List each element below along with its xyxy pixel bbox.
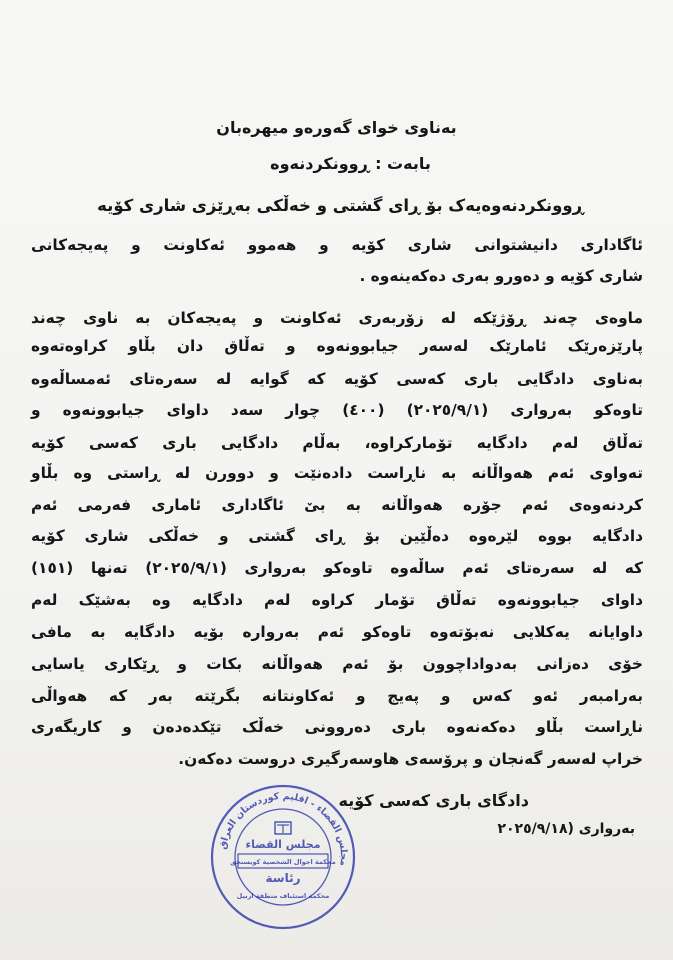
body-line: بەناوی دادگایی باری کەسی کۆیە کە گوایە لە سەرەتای ئەمساڵەوە xyxy=(31,370,643,388)
seal-council-text: مجلس القضاء xyxy=(245,838,321,851)
seal-presidency-text: رئاسة xyxy=(265,871,301,885)
body-line: تەواوی ئەم هەواڵانە بە ناڕاست دادەنێت و دوورن لە ڕاستی وە بڵاو xyxy=(31,464,643,482)
body-line: ناڕاست بڵاو دەکەنەوە باری دەروونی خەڵک تێکدەدەن و کاریگەری xyxy=(31,718,643,736)
intro-line: ئاگاداری دانیشتوانی شاری کۆیە و هەموو ئەکاونت و پەیجەکانی xyxy=(31,236,643,254)
body-line: خۆی دەزانی بەدواداچوون بۆ ئەم هەواڵانە بکات و ڕێکاری یاسایی xyxy=(31,655,643,673)
body-line: بەرامبەر ئەو کەس و پەیج و ئەکاونتانە بگرێتە بەر کە هەواڵی xyxy=(31,687,643,705)
body-line: پارێزەرێک ئامارێک لەسەر جیابوونەوە و تەڵاق دان بڵاو کراوەتەوە xyxy=(31,337,643,355)
body-line: کردنەوەی ئەم جۆرە هەواڵانە بە بێ ئاگاداری ئاماری فەرمی ئەم xyxy=(31,496,643,514)
body-line: داوای جیابوونەوە تەڵاق تۆمار کراوە لەم دادگایە وە بەشێک لەم xyxy=(31,591,643,609)
signature-date: بەرواری (٢٠٢٥/٩/١٨ xyxy=(497,821,635,837)
basmala: بەناوی خوای گەورەو میهرەبان xyxy=(216,118,457,137)
body-line: خراپ لەسەر گەنجان و پرۆسەی هاوسەرگیری دروست دەکەن. xyxy=(178,750,643,768)
body-line: ماوەی چەند ڕۆژێکە لە زۆربەری ئەکاونت و پەیجەکان بە ناوی چەند xyxy=(31,309,643,327)
body-line: تاوەکو بەرواری (٢٠٢٥/٩/١) (٤٠٠) چوار سەد داوای جیابوونەوە و xyxy=(31,401,643,419)
seal-ring-text: مجلس القضاء - اقليم كوردستان العراق xyxy=(217,790,350,867)
body-line: کە لە سەرەتای ئەم ساڵەوە تاوەکو بەرواری (٢٠٢٥/٩/١) تەنها (١٥١) xyxy=(31,559,643,577)
seal-court-name: محكمة احوال الشخصية كويسنجق xyxy=(230,858,336,866)
intro-line: شاری کۆیە و دەورو بەری دەکەینەوە . xyxy=(359,267,643,285)
scales-of-justice-icon xyxy=(275,822,291,834)
signature-court: دادگای باری کەسی کۆیە xyxy=(338,791,529,810)
document-title: ڕوونکردنەوەیەک بۆ ڕای گشتی و خەڵکی بەڕێزی شاری کۆیە xyxy=(97,196,584,215)
seal-appeal-court-text: محكمة استئناف منطقة اربيل xyxy=(236,892,330,900)
body-line: داوایانە یەکلایی نەبۆتەوە تاوەکو ئەم بەروارە بۆیە دادگایە بە مافی xyxy=(31,623,643,641)
body-line: دادگایە بووە لێرەوە دەڵێین بۆ ڕای گشتی و خەڵکی شاری کۆیە xyxy=(31,527,643,545)
subject-line: بابەت : ڕوونکردنەوە xyxy=(270,154,431,173)
body-line: تەڵاق لەم دادگایە تۆمارکراوە، بەڵام دادگایی باری کەسی کۆیە xyxy=(31,434,643,452)
court-seal-stamp xyxy=(208,782,358,932)
